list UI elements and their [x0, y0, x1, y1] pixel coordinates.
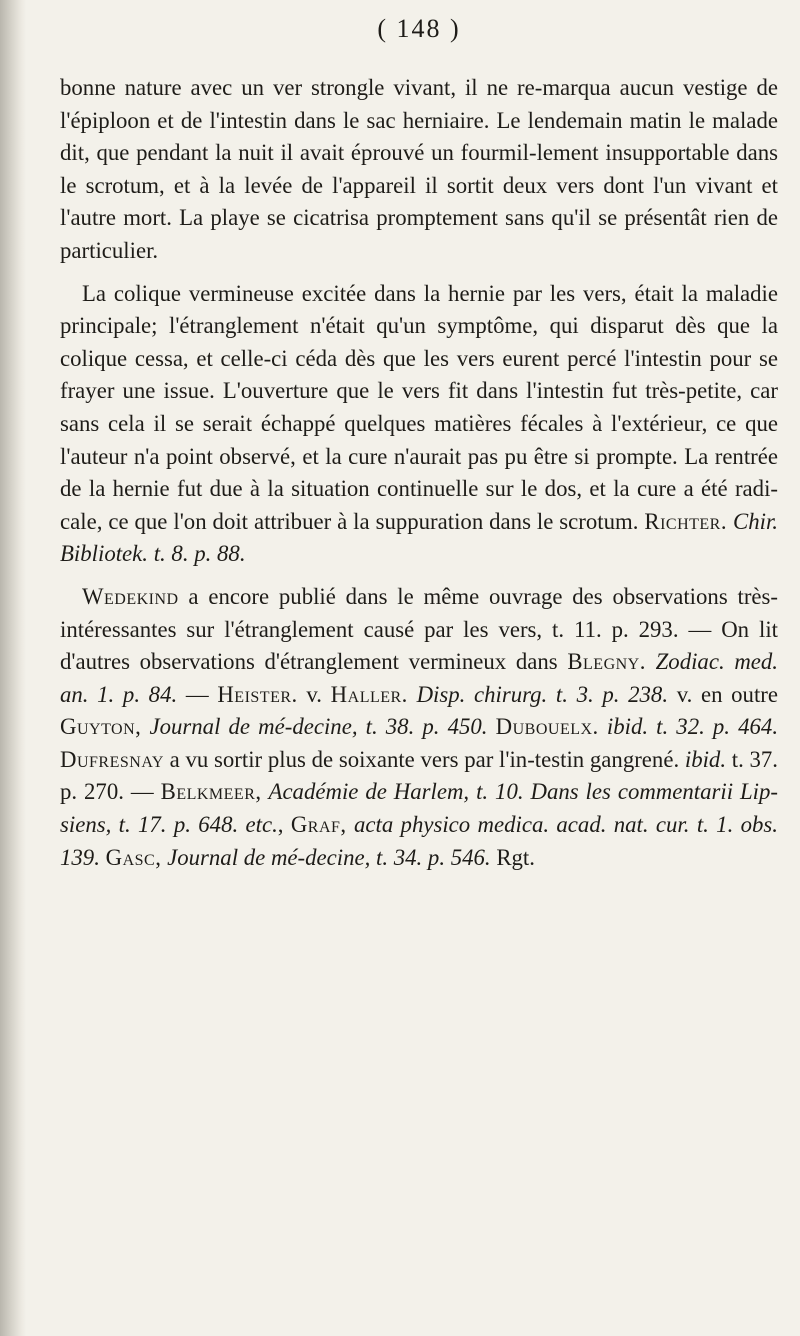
text-run: Zodiac. med. an. 1. p. 84.: [60, 649, 779, 707]
paragraph-vermin-colic: [60, 278, 778, 571]
text-run: [599, 714, 607, 739]
text-run: [141, 714, 149, 739]
text-run: [488, 714, 496, 739]
text-run: [347, 812, 354, 837]
text-run: Gasc,: [105, 844, 162, 870]
text-run: ,: [277, 812, 291, 838]
text-run: Rgt.: [490, 844, 535, 870]
paragraph-references: [60, 581, 778, 874]
text-run: Journal de mé-decine, t. 34. p. 546.: [167, 844, 491, 870]
text-run: La colique vermineuse excitée dans la hernie par les vers, était la maladie principale; l'étranglement n'était qu'un symptôme, qui disparut dès que la colique cessa, et celle-ci céda dès que les vers eurent percé l'intestin pour se frayer une issue. L'ouverture que le vers fit dans l'intestin fut très-petite, car sans cela il se serait échappé quelques matières fécales à l'extérieur, ce que l'auteur n'a point observé, et la cure n'aurait pas pu être si prompte. La rentrée de la hernie fut due à la situation continuelle sur le dos, et la cure a été radi-cale, ce que l'on doit attribuer à la suppuration dans le scrotum.: [60, 280, 778, 534]
text-run: —: [177, 681, 218, 707]
text-run: bonne nature avec un ver strongle vivant, il ne re-marqua aucun vestige de l'épiploon et de l'intestin dans le sac herniaire. Le lendemain matin le malade dit, que pendant la nuit il avait éprouvé un fourmil-lement insupportable dans le scrotum, et à la levée de l'appareil il sortit deux vers dont l'un vivant et l'autre mort. La playe se cicatrisa promptement sans qu'il se présentât rien de particulier.: [60, 75, 778, 263]
book-page: [60, 14, 779, 874]
paragraph-hernia-case: [60, 72, 778, 268]
text-run: Blegny.: [567, 649, 646, 675]
text-run: Chir. Bibliotek. t. 8. p. 88.: [60, 508, 778, 567]
text-run: Académie de Harlem, t. 10. Dans les commentarii Lip-siens, t. 17. p. 648. etc.: [60, 779, 778, 838]
text-run: Guyton,: [60, 714, 142, 740]
text-run: Wedekind: [82, 583, 179, 609]
text-run: a vu sortir plus de soixante vers par l'in-testin gangrené.: [163, 746, 685, 772]
text-run: Dubouelx.: [495, 714, 599, 740]
text-run: a encore publié dans le même ouvrage des observations très-intéressantes sur l'étranglement causé par les vers, t. 11. p. 293. — On lit d'autres observations d'étranglement vermineux dans: [60, 583, 778, 675]
text-run: Dufresnay: [60, 746, 164, 772]
text-run: acta physico medica. acad. nat. cur. t. 1. obs. 139.: [60, 812, 778, 870]
text-run: ibid. t. 32. p. 464.: [606, 714, 779, 740]
text-run: v. en outre: [668, 681, 779, 707]
text-run: Richter.: [644, 508, 728, 534]
text-run: Disp. chirurg. t. 3. p. 238.: [416, 681, 669, 707]
text-run: Heister.: [217, 681, 298, 707]
binding-shadow: [0, 0, 26, 1336]
page-number: ( 148 ): [377, 14, 461, 43]
text-run: Belkmeer,: [160, 779, 262, 805]
text-run: t. 37. p. 270. —: [60, 746, 778, 805]
text-run: Graf,: [290, 812, 347, 838]
text-run: [408, 682, 417, 707]
text-run: v.: [297, 681, 331, 707]
text-run: Journal de mé-decine, t. 38. p. 450.: [149, 714, 488, 740]
text-run: Haller.: [330, 681, 408, 707]
text-run: ibid.: [684, 746, 727, 772]
text-run: [262, 779, 269, 804]
text-run: [646, 649, 656, 674]
